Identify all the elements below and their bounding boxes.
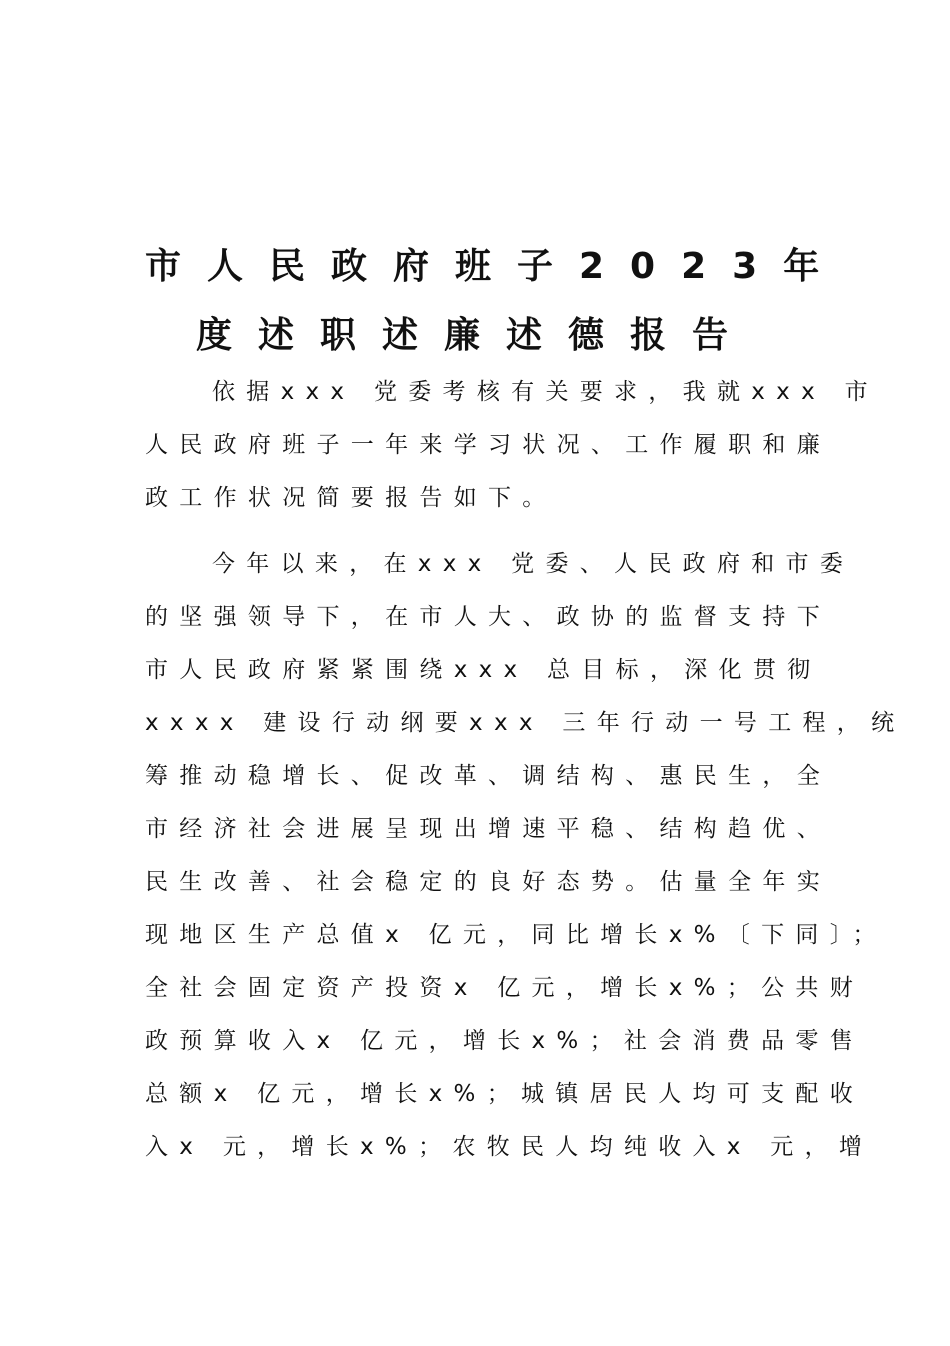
paragraph-2-line-9: 全社会固定资产投资x 亿元，增长x%；公共财: [145, 975, 864, 1001]
paragraph-1-line-2: 人民政府班子一年来学习状况、工作履职和廉: [145, 432, 831, 458]
paragraph-2-line-12: 入x 元，增长x%；农牧民人均纯收入x 元，增: [145, 1134, 874, 1160]
paragraph-2-line-10: 政预算收入x 亿元，增长x%；社会消费品零售: [145, 1028, 864, 1054]
paragraph-2-line-7: 民生改善、社会稳定的良好态势。估量全年实: [145, 869, 831, 895]
document-title-line-2: 度述职述廉述德报告: [195, 315, 754, 356]
paragraph-2-line-8: 现地区生产总值x 亿元，同比增长x%〔下同〕；: [145, 922, 887, 948]
paragraph-2-line-1: 今年以来，在xxx 党委、人民政府和市委: [212, 551, 855, 577]
paragraph-2-line-3: 市人民政府紧紧围绕xxx 总目标，深化贯彻: [145, 657, 822, 683]
paragraph-2-line-5: 筹推动稳增长、促改革、调结构、惠民生，全: [145, 763, 831, 789]
paragraph-1-line-1: 依据xxx 党委考核有关要求，我就xxx 市: [212, 379, 879, 405]
paragraph-1-line-3: 政工作状况简要报告如下。: [145, 485, 557, 511]
paragraph-2-line-11: 总额x 亿元，增长x%；城镇居民人均可支配收: [145, 1081, 864, 1107]
paragraph-2-line-2: 的坚强领导下，在市人大、政协的监督支持下: [145, 604, 831, 630]
document-title-line-1: 市人民政府班子2023年: [145, 246, 846, 287]
paragraph-2-line-6: 市经济社会进展呈现出增速平稳、结构趋优、: [145, 816, 831, 842]
paragraph-2-line-4: xxxx 建设行动纲要xxx 三年行动一号工程，统: [145, 710, 906, 736]
